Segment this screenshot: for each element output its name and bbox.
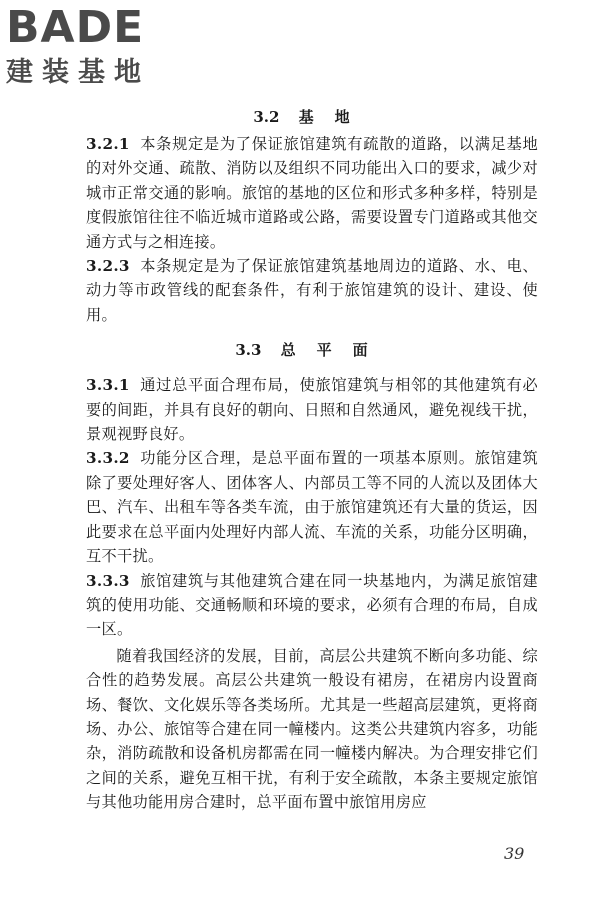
clause-number: 3.2.3	[86, 257, 130, 276]
section-number: 3.2	[253, 108, 280, 126]
document-body	[86, 102, 538, 815]
clause-3-2-1	[86, 132, 538, 254]
clause-number: 3.2.1	[86, 135, 130, 153]
clause-text: 旅馆建筑与其他建筑合建在同一块基地内，为满足旅馆建筑的使用功能、交通畅顺和环境的要求，必须有合理的布局，自成一区。	[86, 571, 538, 639]
logo-subtitle: 建装基地	[6, 57, 150, 88]
clause-number: 3.3.3	[86, 571, 130, 590]
clause-text: 本条规定是为了保证旅馆建筑基地周边的道路、水、电、动力等市政管线的配套条件，有利于旅馆建筑的设计、建设、使用。	[86, 257, 538, 324]
logo-wordmark: BADE	[6, 2, 145, 53]
section-heading-3-2	[86, 102, 538, 132]
body-paragraph: 随着我国经济的发展，目前，高层公共建筑不断向多功能、综合性的趋势发展。高层公共建筑一般设有裙房，在裙房内设置商场、餐饮、文化娱乐等各类场所。尤其是一些超高层建筑，更将商场、办公、旅馆等合建在同一幢楼内。这类公共建筑内容多，功能杂，消防疏散和设备机房都需在同一幢楼内解决。为合理安排它们之间的关系，避免互相干扰，有利于安全疏散，本条主要规定旅馆与其他功能用房合建时，总平面布置中旅馆用房应	[86, 646, 538, 812]
section-title: 总平面	[280, 341, 389, 360]
clause-text: 通过总平面合理布局，使旅馆建筑与相邻的其他建筑有必要的间距，并具有良好的朝向、日照和自然通风，避免视线干扰，景观视野良好。	[86, 376, 538, 444]
clause-3-2-3	[86, 254, 538, 327]
clause-number: 3.3.2	[86, 449, 130, 468]
clause-3-3-3	[86, 569, 538, 642]
clause-number: 3.3.1	[86, 376, 130, 395]
section-title: 基地	[298, 108, 371, 126]
section-number: 3.3	[235, 341, 262, 360]
bade-logo	[6, 4, 176, 90]
clause-3-3-1	[86, 373, 538, 446]
clause-text: 功能分区合理，是总平面布置的一项基本原则。旅馆建筑除了要处理好客人、团体客人、内部员工等不同的人流以及团体大巴、汽车、出租车等各类车流，由于旅馆建筑还有大量的货运，因此要求在总平面内处理好内部人流、车流的关系，功能分区明确，互不干扰。	[86, 449, 538, 566]
clause-3-3-2	[86, 446, 538, 568]
section-heading-3-3	[86, 335, 538, 365]
page-number: 39	[504, 844, 525, 863]
clause-text: 本条规定是为了保证旅馆建筑有疏散的道路，以满足基地的对外交通、疏散、消防以及组织不同功能出入口的要求，减少对城市正常交通的影响。旅馆的基地的区位和形式多种多样，特别是度假旅馆往往不临近城市道路或公路，需要设置专门道路或其他交通方式与之相连接。	[86, 135, 538, 251]
